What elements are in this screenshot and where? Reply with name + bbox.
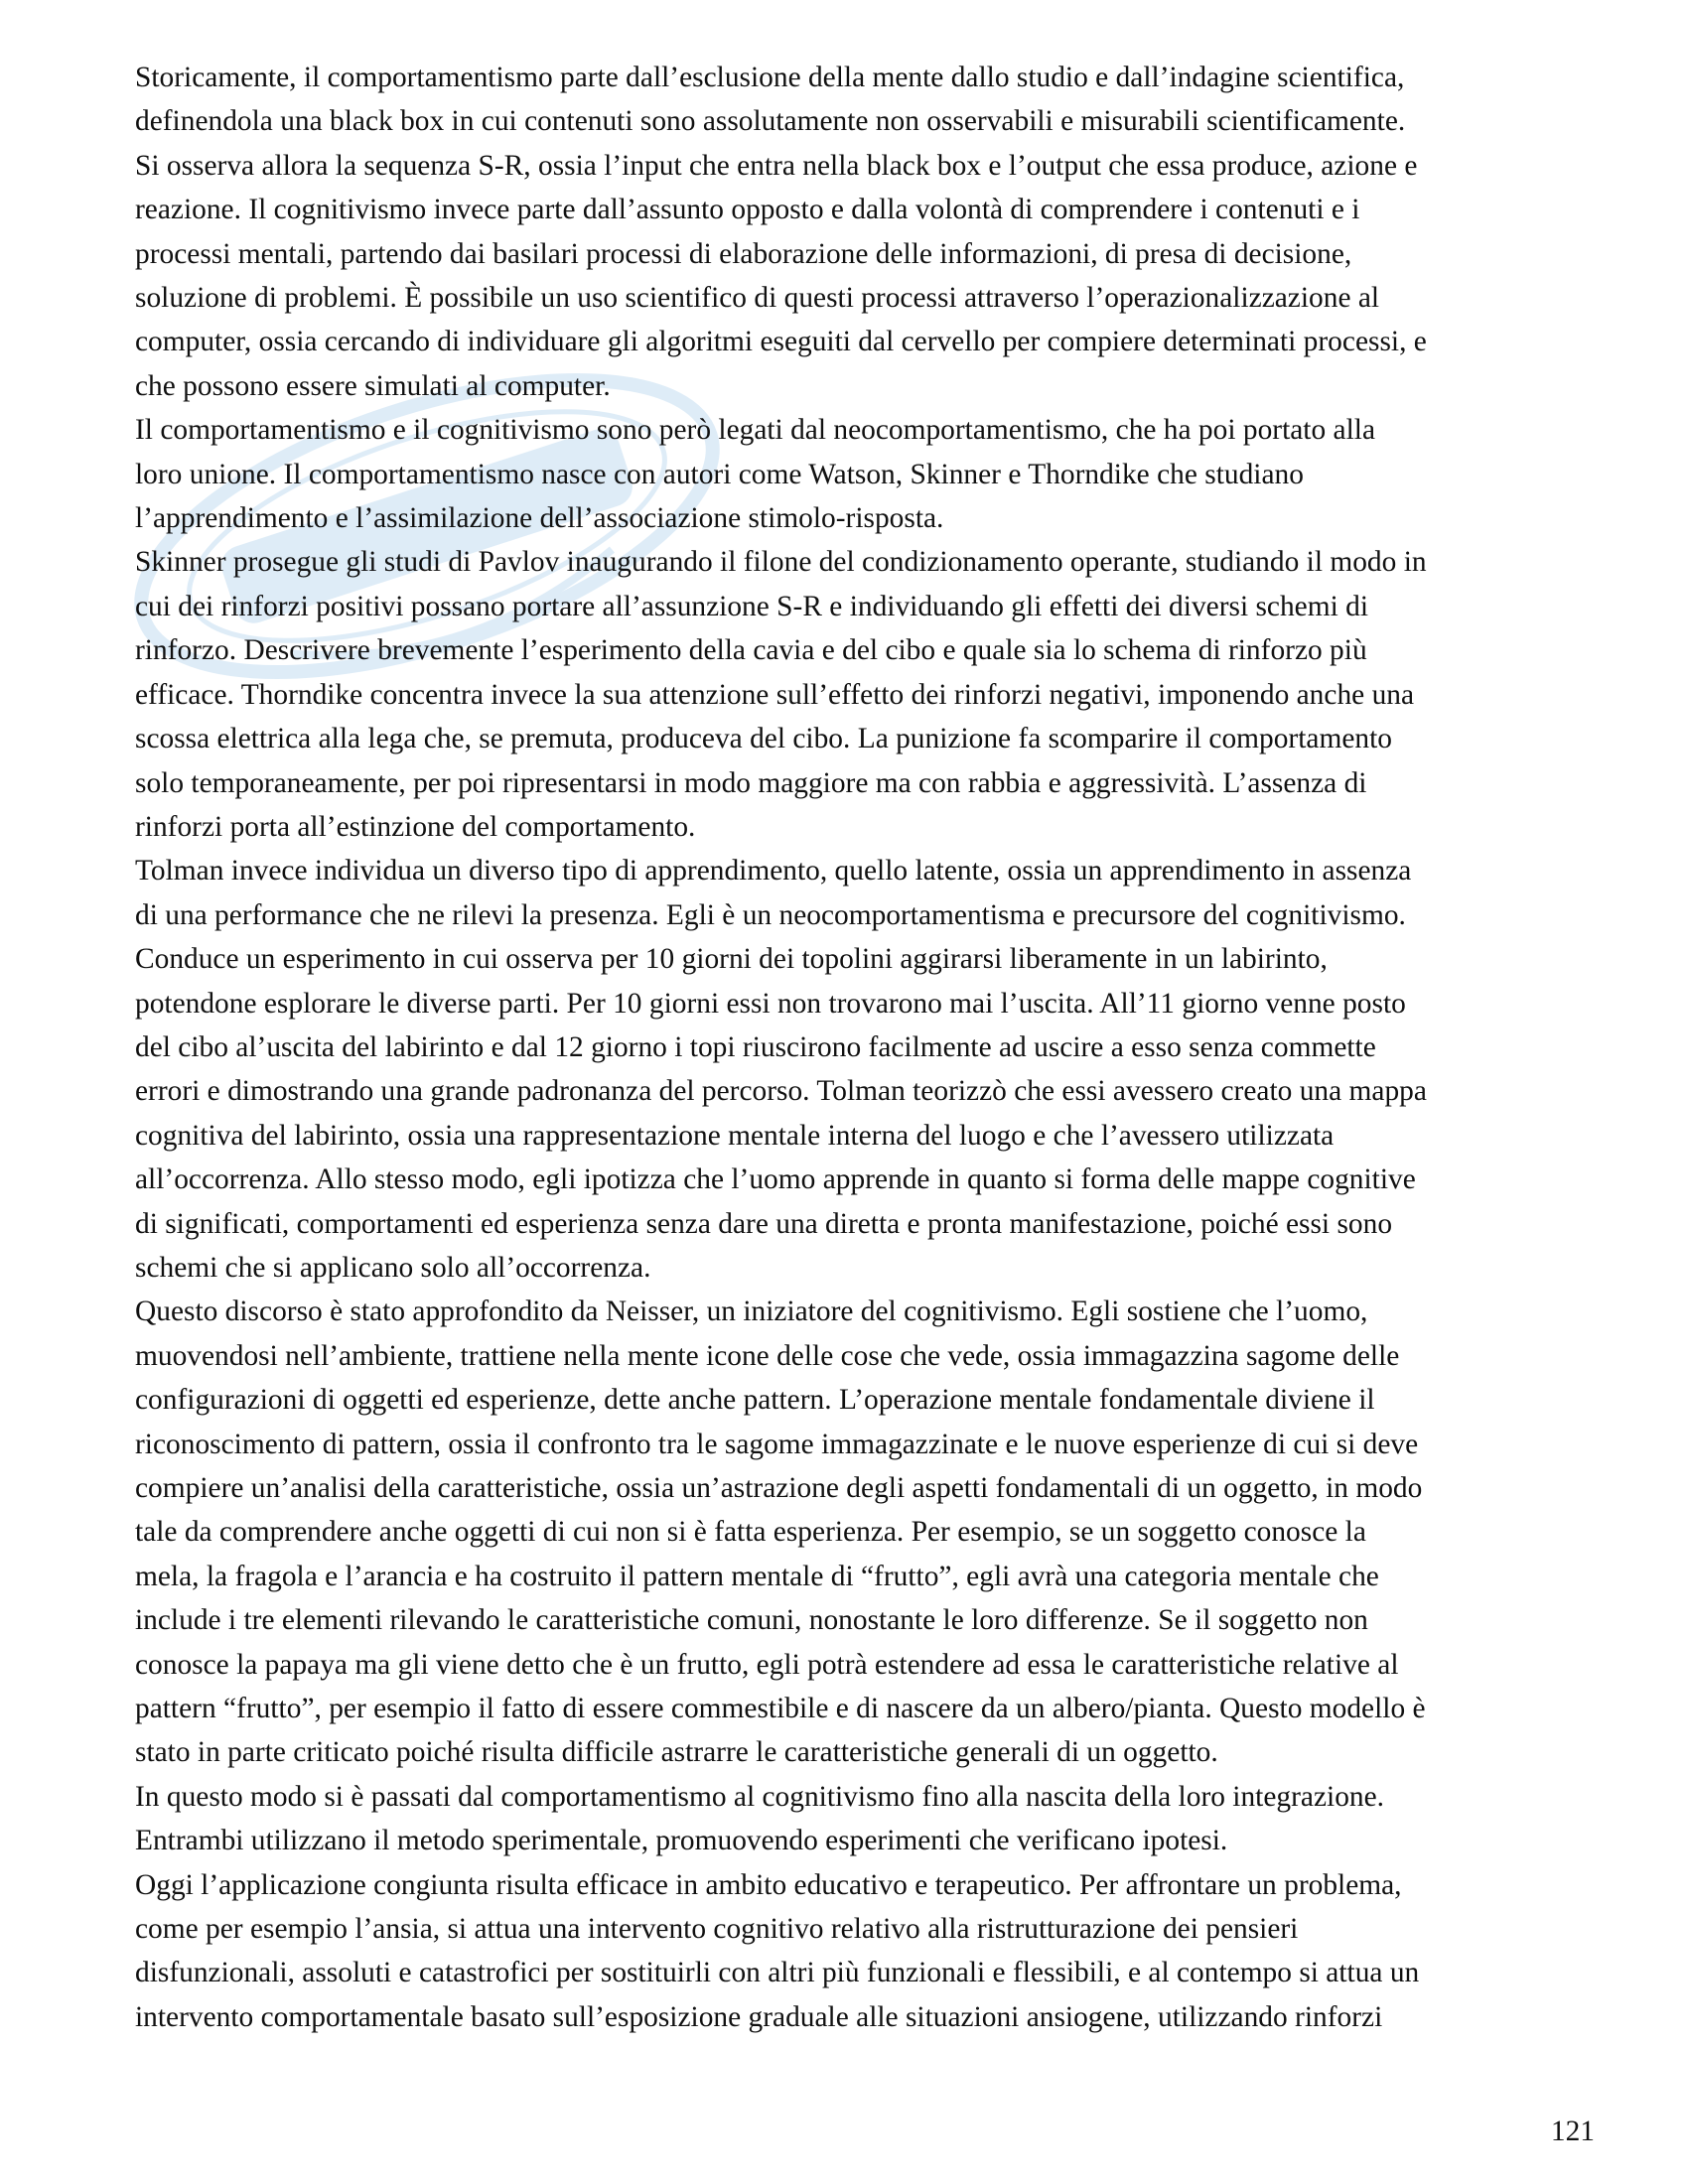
text-line: di significati, comportamenti ed esperienza senza dare una diretta e pronta manifestazione, poiché essi sono xyxy=(135,1207,1393,1240)
text-line: rinforzo. Descrivere brevemente l’esperimento della cavia e del cibo e quale sia lo schema di rinforzo più xyxy=(135,634,1367,667)
text-line: disfunzionali, assoluti e catastrofici per sostituirli con altri più funzionali e flessibili, e al contempo si attua un xyxy=(135,1957,1420,1989)
text-line: In questo modo si è passati dal comportamentismo al cognitivismo fino alla nascita della loro integrazione. xyxy=(135,1780,1385,1813)
text-line: riconoscimento di pattern, ossia il confronto tra le sagome immagazzinate e le nuove esperienze di cui si deve xyxy=(135,1428,1419,1460)
text-line: del cibo al’uscita del labirinto e dal 12 giorno i topi riuscirono facilmente ad uscire a esso senza commette xyxy=(135,1030,1376,1063)
text-line: stato in parte criticato poiché risulta difficile astrarre le caratteristiche generali di un oggetto. xyxy=(135,1736,1218,1769)
text-line: Si osserva allora la sequenza S-R, ossia l’input che entra nella black box e l’output che essa produce, azione e xyxy=(135,149,1418,182)
text-line: processi mentali, partendo dai basilari processi di elaborazione delle informazioni, di presa di decisione, xyxy=(135,237,1352,270)
text-line: solo temporaneamente, per poi ripresentarsi in modo maggiore ma con rabbia e aggressività. L’assenza di xyxy=(135,766,1367,799)
text-line: Il comportamentismo e il cognitivismo sono però legati dal neocomportamentismo, che ha poi portato alla xyxy=(135,414,1376,447)
text-line: rinforzi porta all’estinzione del comportamento. xyxy=(135,810,696,843)
text-line: computer, ossia cercando di individuare gli algoritmi eseguiti dal cervello per compiere determinati processi, e xyxy=(135,326,1427,358)
text-line: come per esempio l’ansia, si attua una intervento cognitivo relativo alla ristrutturazione dei pensieri xyxy=(135,1913,1299,1946)
text-line: l’apprendimento e l’assimilazione dell’associazione stimolo-risposta. xyxy=(135,502,944,535)
text-line: cui dei rinforzi positivi possano portare all’assunzione S-R e individuando gli effetti dei diversi schemi di xyxy=(135,590,1369,622)
text-line: include i tre elementi rilevando le caratteristiche comuni, nonostante le loro differenze. Se il soggetto non xyxy=(135,1604,1368,1637)
text-line: reazione. Il cognitivismo invece parte dall’assunto opposto e dalla volontà di comprendere i contenuti e i xyxy=(135,194,1360,226)
text-line: Tolman invece individua un diverso tipo di apprendimento, quello latente, ossia un apprendimento in assenza xyxy=(135,855,1412,887)
text-line: loro unione. Il comportamentismo nasce con autori come Watson, Skinner e Thorndike che studiano xyxy=(135,458,1304,490)
text-line: conosce la papaya ma gli viene detto che è un frutto, egli potrà estendere ad essa le caratteristiche relative al xyxy=(135,1648,1399,1681)
page-body xyxy=(135,56,1595,2039)
text-line: definendola una black box in cui contenuti sono assolutamente non osservabili e misurabili scientificamente. xyxy=(135,105,1406,138)
page-number: 121 xyxy=(1550,2116,1595,2147)
text-line: compiere un’analisi della caratteristiche, ossia un’astrazione degli aspetti fondamentali di un oggetto, in modo xyxy=(135,1472,1423,1504)
text-line: intervento comportamentale basato sull’esposizione graduale alle situazioni ansiogene, utilizzando rinforzi xyxy=(135,2000,1383,2033)
text-line: pattern “frutto”, per esempio il fatto di essere commestibile e di nascere da un albero/pianta. Questo modello è xyxy=(135,1693,1426,1725)
text-line: Skinner prosegue gli studi di Pavlov inaugurando il filone del condizionamento operante, studiando il modo in xyxy=(135,546,1427,579)
text-line: di una performance che ne rilevi la presenza. Egli è un neocomportamentisma e precursore del cognitivismo. xyxy=(135,898,1406,931)
text-line: schemi che si applicano solo all’occorrenza. xyxy=(135,1251,651,1284)
text-line: scossa elettrica alla lega che, se premuta, produceva del cibo. La punizione fa scomparire il comportamento xyxy=(135,723,1392,755)
text-line: Questo discorso è stato approfondito da Neisser, un iniziatore del cognitivismo. Egli sostiene che l’uomo, xyxy=(135,1296,1368,1328)
text-line: Storicamente, il comportamentismo parte dall’esclusione della mente dallo studio e dall’indagine scientifica, xyxy=(135,62,1405,93)
text-line: configurazioni di oggetti ed esperienze, dette anche pattern. L’operazione mentale fondamentale diviene il xyxy=(135,1384,1375,1417)
text-line: potendone esplorare le diverse parti. Per 10 giorni essi non trovarono mai l’uscita. All’11 giorno venne posto xyxy=(135,987,1406,1020)
text-line: tale da comprendere anche oggetti di cui non si è fatta esperienza. Per esempio, se un soggetto conosce la xyxy=(135,1516,1366,1549)
text-line: all’occorrenza. Allo stesso modo, egli ipotizza che l’uomo apprende in quanto si forma delle mappe cognitive xyxy=(135,1163,1416,1196)
text-line: mela, la fragola e l’arancia e ha costruito il pattern mentale di “frutto”, egli avrà una categoria mentale che xyxy=(135,1560,1379,1592)
text-line: Conduce un esperimento in cui osserva per 10 giorni dei topolini aggirarsi liberamente in un labirinto, xyxy=(135,943,1328,976)
text-line: efficace. Thorndike concentra invece la sua attenzione sull’effetto dei rinforzi negativi, imponendo anche una xyxy=(135,678,1415,711)
text-line: cognitiva del labirinto, ossia una rappresentazione mentale interna del luogo e che l’avessero utilizzata xyxy=(135,1119,1335,1152)
text-line: Oggi l’applicazione congiunta risulta efficace in ambito educativo e terapeutico. Per affrontare un problema, xyxy=(135,1868,1402,1901)
text-line: muovendosi nell’ambiente, trattiene nella mente icone delle cose che vede, ossia immagazzina sagome delle xyxy=(135,1339,1400,1372)
text-line: Entrambi utilizzano il metodo sperimentale, promuovendo esperimenti che verificano ipotesi. xyxy=(135,1825,1228,1857)
text-line: soluzione di problemi. È possibile un uso scientifico di questi processi attraverso l’operazionalizzazione al xyxy=(135,282,1380,315)
text-line: che possono essere simulati al computer. xyxy=(135,369,611,402)
text-line: errori e dimostrando una grande padronanza del percorso. Tolman teorizzò che essi avessero creato una mappa xyxy=(135,1075,1427,1108)
